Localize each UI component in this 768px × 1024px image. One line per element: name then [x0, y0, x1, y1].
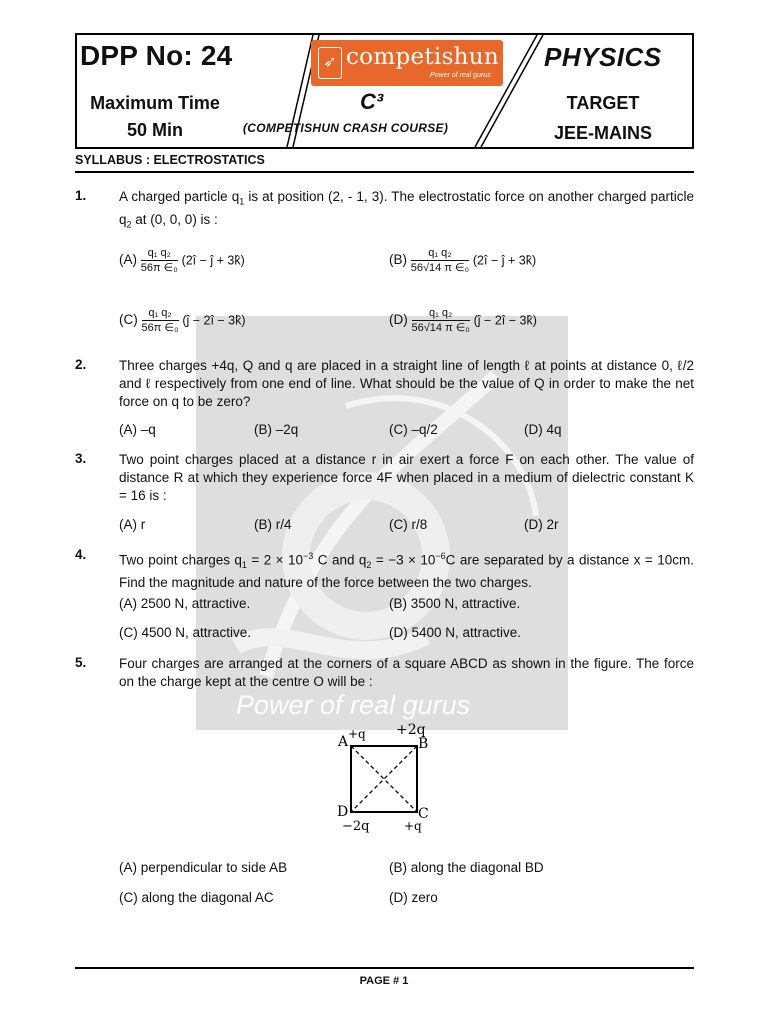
denominator: 56π ∈₀	[141, 322, 179, 334]
fraction	[411, 246, 469, 275]
question-text: A charged particle $q_1$ is at position (2, - 1, 3). The electrostatic force on another charged particle $q_2$ at (0, 0, 0) is :	[119, 189, 695, 230]
square-charge-figure	[330, 718, 440, 836]
charge-label: −2q	[342, 819, 370, 834]
fraction	[412, 306, 470, 335]
charge-label: +2q	[396, 722, 426, 738]
option-a[interactable]: (A) 2500 N, attractive.	[119, 596, 251, 611]
question-number: 1.	[75, 188, 87, 203]
option-label: (D)	[389, 312, 408, 328]
option-b[interactable]	[389, 246, 536, 275]
numerator: q₁ q₂	[141, 246, 178, 261]
option-a[interactable]: (A) –q	[119, 422, 156, 437]
option-c[interactable]	[119, 306, 246, 335]
option-a[interactable]: (A) r	[119, 517, 146, 532]
option-b[interactable]: (B) –2q	[254, 422, 299, 437]
archer-icon: ➶	[318, 47, 342, 79]
option-label: (C)	[119, 312, 138, 328]
target	[518, 88, 688, 148]
fraction	[141, 246, 178, 275]
footer-divider	[75, 967, 694, 969]
denominator: 56√14 π ∈₀	[410, 262, 470, 274]
target-exam: JEE-MAINS	[553, 123, 652, 143]
option-b[interactable]: (B) 3500 N, attractive.	[389, 596, 521, 611]
charge-label: +q	[404, 819, 422, 833]
question-text: Two point charges placed at a distance r in air exert a force F on each other. The value of distance R at which they experience force 4F when placed in a medium of dielectric constant K = 16 is :	[119, 452, 694, 503]
question-text: Two point charges $q_1 = 2 \times 10^{-3}$ C and $q_2 = -3 \times 10^{-6}C$ are separated by a distance x = 10cm. Find the magnitude and nature of the force between the two charges.	[119, 551, 694, 591]
page-number: PAGE # 1	[359, 975, 409, 987]
dpp-number: DPP No: 24	[80, 40, 233, 71]
denominator: 56π ∈₀	[140, 262, 178, 274]
option-c[interactable]: (C) r/8	[389, 517, 428, 532]
question-number: 2.	[75, 357, 87, 372]
corner-label: D	[337, 804, 349, 820]
vector: (2î − ĵ + 3k̂)	[181, 253, 245, 268]
numerator: q₁ q₂	[411, 246, 469, 261]
charge-label: +q	[348, 727, 366, 741]
option-label: (A)	[119, 252, 137, 268]
vector: (2î − ĵ + 3k̂)	[472, 253, 537, 268]
option-c[interactable]: (C) 4500 N, attractive.	[119, 625, 252, 640]
question-number: 5.	[75, 655, 87, 670]
vector: (ĵ − 2î − 3k̂)	[182, 313, 246, 328]
question-text: Four charges are arranged at the corners of a square ABCD as shown in the figure. The force on the charge kept at the centre O will be :	[119, 656, 694, 689]
fraction	[142, 306, 179, 335]
logo-text: competishun	[346, 44, 500, 70]
option-d[interactable]: (D) 5400 N, attractive.	[389, 625, 522, 640]
option-a[interactable]	[119, 246, 245, 275]
option-c[interactable]: (C) along the diagonal AC	[119, 890, 274, 905]
numerator: q₁ q₂	[412, 306, 470, 321]
option-b[interactable]: (B) along the diagonal BD	[389, 860, 544, 875]
corner-label: B	[418, 736, 429, 752]
option-b[interactable]: (B) r/4	[254, 517, 292, 532]
corner-label: A	[338, 734, 349, 750]
vector: (ĵ − 2î − 3k̂)	[473, 313, 537, 328]
corner-label: C	[418, 806, 429, 822]
question-number: 3.	[75, 451, 87, 466]
question-number: 4.	[75, 547, 87, 562]
max-time	[80, 90, 230, 144]
max-time-value: 50 Min	[126, 120, 183, 140]
logo-tagline: Power of real gurus	[430, 72, 491, 79]
course-code: C³	[360, 89, 384, 114]
watermark-text: Power of real gurus	[236, 690, 471, 720]
subject-title: PHYSICS	[544, 42, 662, 72]
denominator: 56√14 π ∈₀	[411, 322, 470, 334]
option-a[interactable]: (A) perpendicular to side AB	[119, 860, 288, 875]
option-label: (B)	[389, 252, 407, 268]
option-c[interactable]: (C) –q/2	[389, 422, 438, 437]
option-d[interactable]: (D) 2r	[524, 517, 559, 532]
numerator: q₁ q₂	[142, 306, 179, 321]
option-d[interactable]	[389, 306, 537, 335]
option-d[interactable]: (D) zero	[389, 890, 438, 905]
course-name: (COMPETISHUN CRASH COURSE)	[243, 121, 449, 135]
syllabus: SYLLABUS : ELECTROSTATICS	[75, 153, 265, 167]
option-d[interactable]: (D) 4q	[524, 422, 562, 437]
question-text: Three charges +4q, Q and q are placed in a straight line of length ℓ at points at distance 0, ℓ/2 and ℓ respectively from one end of line. What should be the value of Q in order to make the net force on q to be zero?	[119, 358, 694, 409]
divider	[75, 171, 694, 173]
max-time-label: Maximum Time	[90, 93, 220, 113]
target-label: TARGET	[566, 93, 640, 113]
